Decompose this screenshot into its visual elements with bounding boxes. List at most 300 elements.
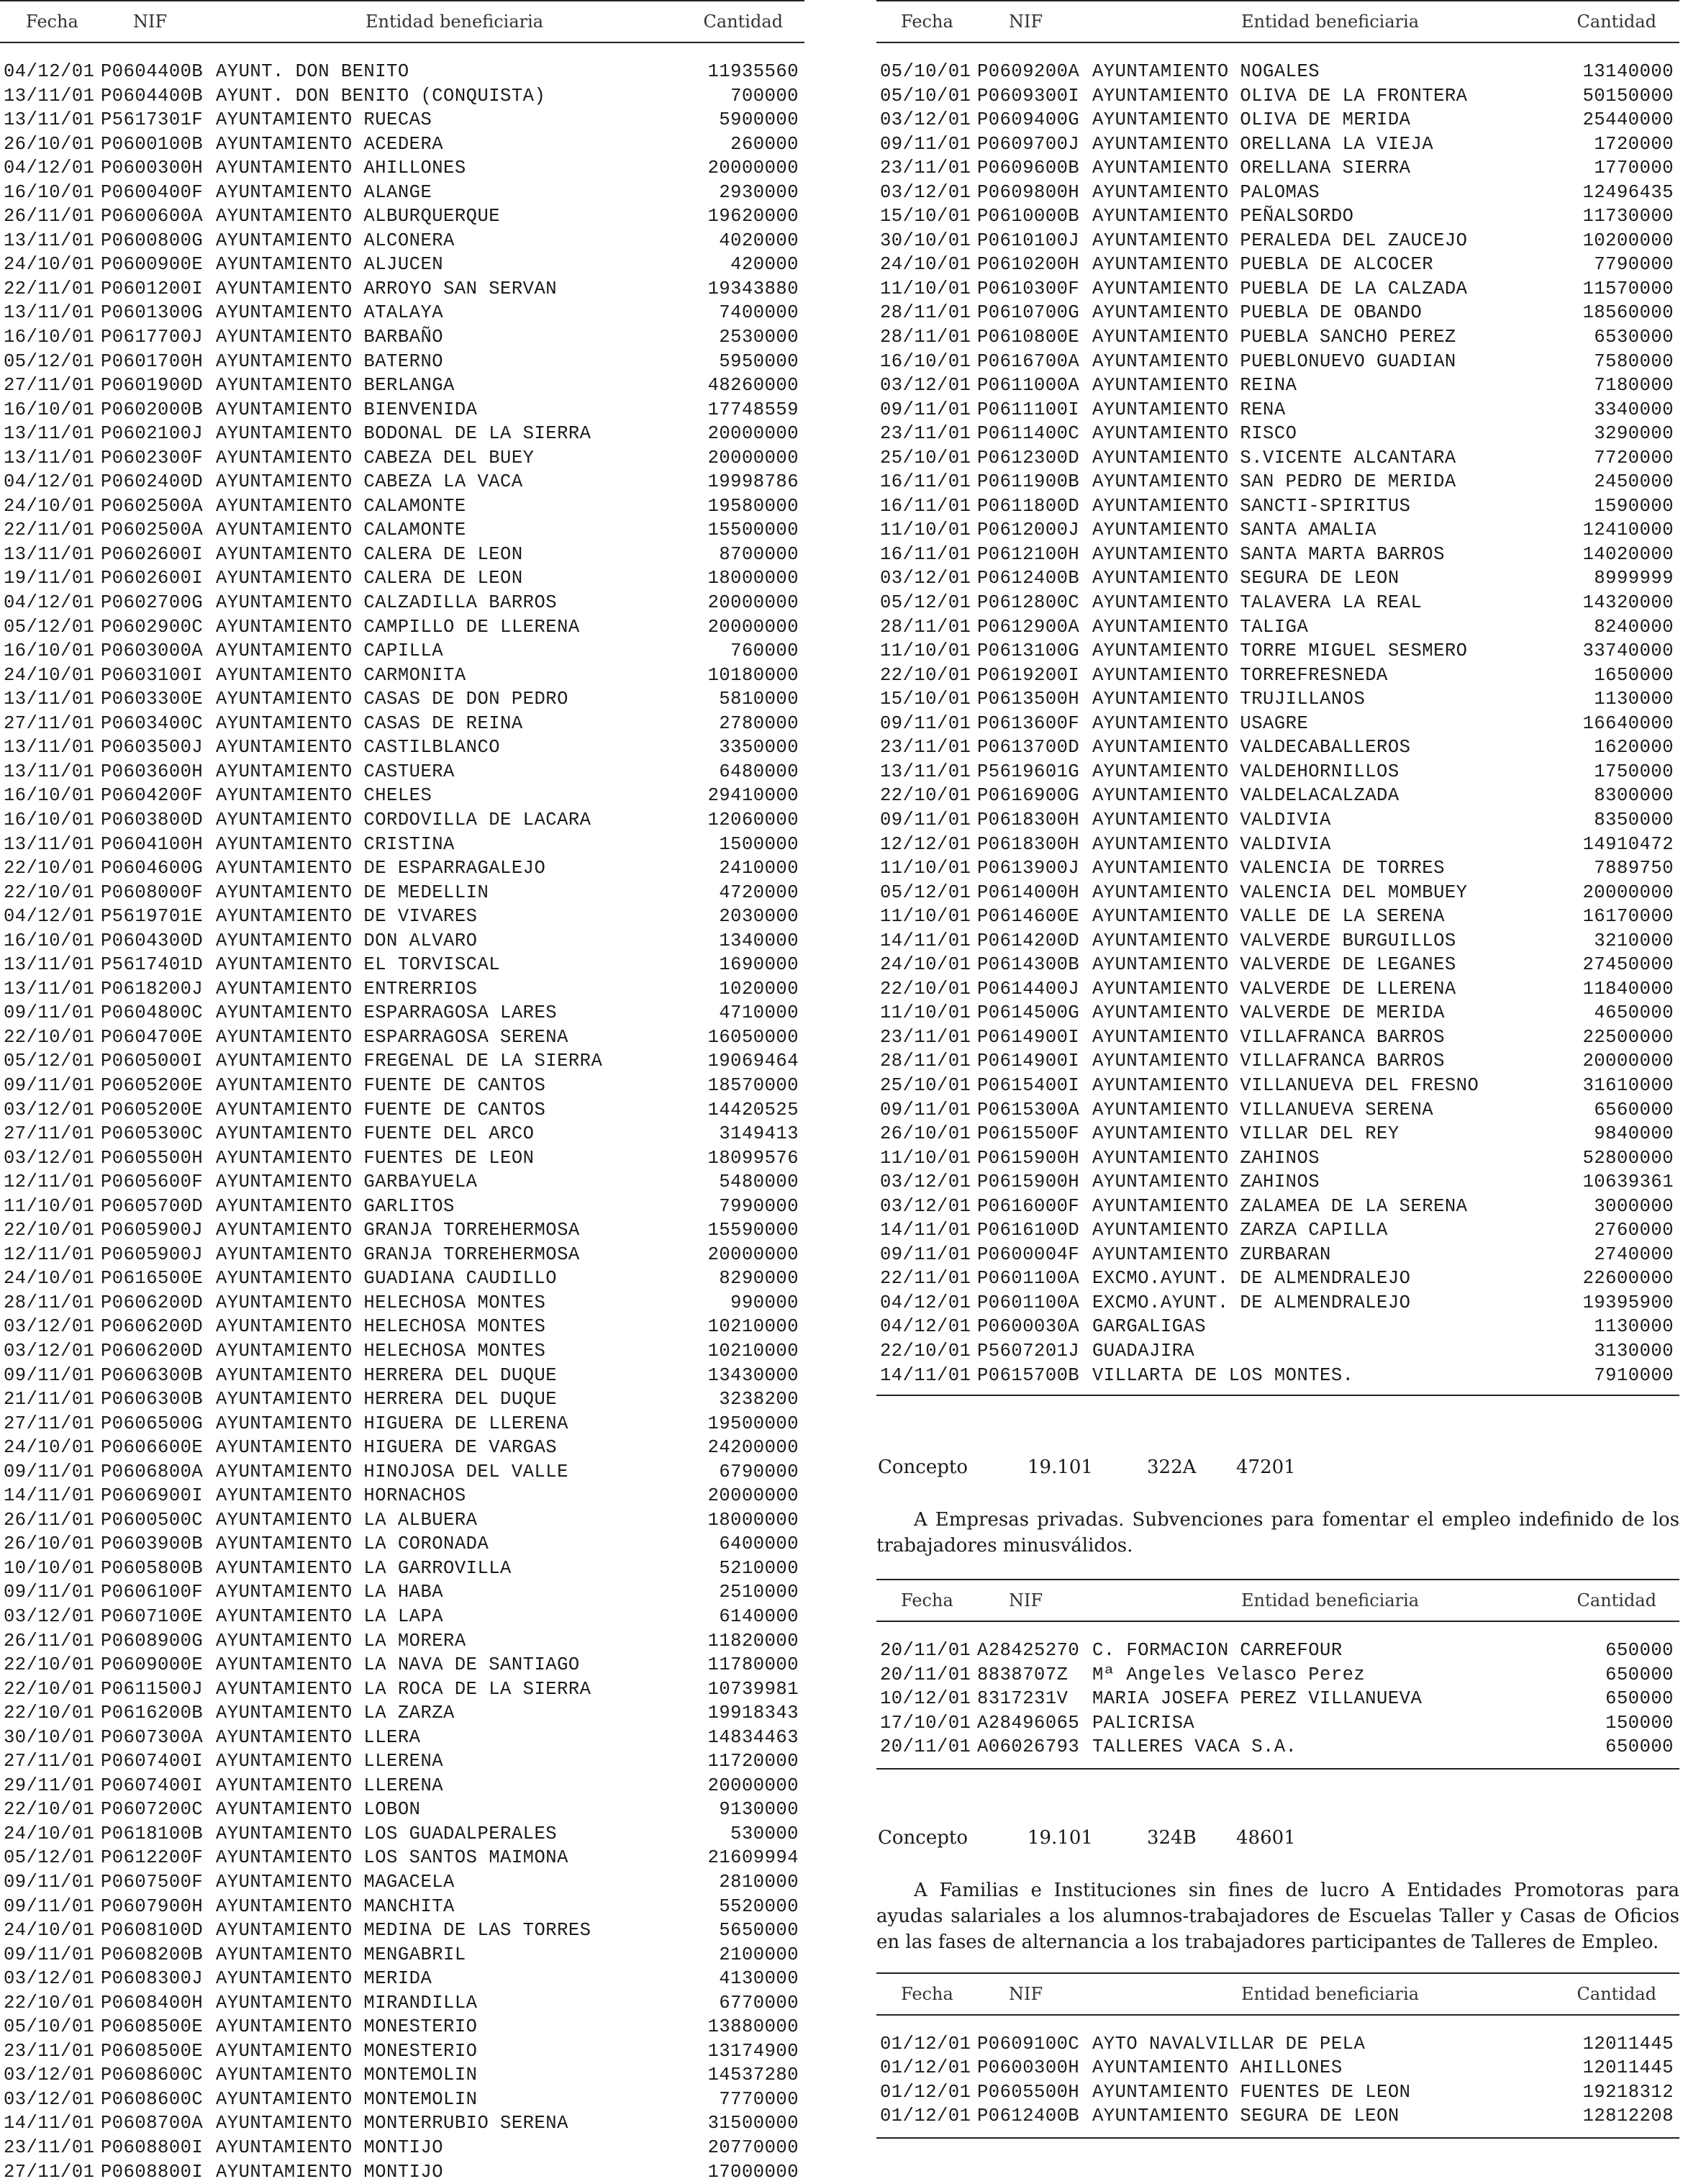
table-rule [876, 1395, 1679, 1396]
row-date: 05/12/01 [880, 592, 971, 614]
row-amount: 6480000 [719, 761, 799, 782]
row-date: 12/11/01 [4, 1243, 95, 1265]
header-entity: Entidad beneficiaria [366, 12, 544, 32]
row-nif: P0600004F [977, 1243, 1080, 1265]
row-date: 26/10/01 [4, 133, 95, 155]
table-row [0, 543, 804, 567]
row-nif: P0616100D [977, 1220, 1080, 1241]
table-row [0, 735, 804, 760]
row-date: 27/11/01 [4, 1413, 95, 1434]
row-entity: AYUNTAMIENTO ENTRERRIOS [216, 978, 478, 1000]
row-date: 14/11/01 [880, 1364, 971, 1386]
row-amount: 20770000 [707, 2137, 799, 2159]
table-row [0, 1291, 804, 1315]
row-date: 10/10/01 [4, 1557, 95, 1579]
table-row [0, 1267, 804, 1291]
row-entity: TALLERES VACA S.A. [1092, 1736, 1297, 1758]
row-nif: P0603100I [101, 664, 204, 686]
row-nif: P0600500C [101, 1509, 204, 1531]
row-date: 22/10/01 [880, 1340, 971, 1361]
row-nif: A06026793 [977, 1736, 1080, 1758]
row-entity: AYUNTAMIENTO ALBURQUERQUE [216, 206, 501, 227]
concept-subconcept: 47201 [1236, 1456, 1296, 1479]
row-nif: P0608800I [101, 2137, 204, 2159]
table-row [876, 60, 1679, 84]
table-row [0, 1025, 804, 1050]
row-entity: AYUNTAMIENTO SEGURA DE LEON [1092, 568, 1400, 589]
header-date: Fecha [901, 12, 953, 32]
row-entity: AYUNTAMIENTO MONTEMOLIN [216, 2088, 478, 2110]
row-amount: 14320000 [1582, 592, 1674, 614]
row-amount: 20000000 [707, 447, 799, 468]
table-body [0, 43, 804, 2184]
row-nif: P0615400I [977, 1074, 1080, 1096]
row-entity: AYUNTAMIENTO MONTERRUBIO SERENA [216, 2113, 568, 2134]
row-nif: P0618100B [101, 1823, 204, 1844]
row-entity: AYUNTAMIENTO CASTILBLANCO [216, 737, 501, 758]
row-entity: AYUNTAMIENTO LLERENA [216, 1775, 444, 1796]
table-row [0, 2111, 804, 2136]
row-date: 03/12/01 [4, 1340, 95, 1361]
row-entity: AYUNTAMIENTO SANCTI-SPIRITUS [1092, 495, 1411, 517]
table-row [876, 1267, 1679, 1291]
table-row [0, 1605, 804, 1629]
row-nif: P0618200J [101, 978, 204, 1000]
table-row [876, 1001, 1679, 1025]
row-entity: AYUNTAMIENTO LLERA [216, 1726, 421, 1748]
row-entity: AYUNTAMIENTO GARLITOS [216, 1195, 455, 1217]
row-nif: P0606200D [101, 1292, 204, 1313]
row-amount: 20000000 [707, 592, 799, 614]
row-entity: AYUNTAMIENTO ZALAMEA DE LA SERENA [1092, 1195, 1468, 1217]
row-nif: P0610200H [977, 254, 1080, 276]
row-nif: P0610700G [977, 302, 1080, 324]
row-nif: P0609700J [977, 133, 1080, 155]
row-entity: AYUNTAMIENTO ESPARRAGOSA SERENA [216, 1026, 568, 1048]
row-entity: AYUNTAMIENTO CORDOVILLA DE LACARA [216, 809, 591, 830]
row-entity: AYUNTAMIENTO CABEZA DEL BUEY [216, 447, 535, 468]
row-amount: 1590000 [1594, 495, 1674, 517]
row-date: 22/10/01 [4, 1678, 95, 1700]
row-entity: AYUNTAMIENTO MONTEMOLIN [216, 2065, 478, 2086]
row-nif: P0609400G [977, 109, 1080, 131]
table-row [0, 856, 804, 881]
row-amount: 24200000 [707, 1437, 799, 1459]
table-row [876, 1170, 1679, 1195]
row-nif: P0614600E [977, 906, 1080, 928]
row-date: 26/10/01 [4, 1533, 95, 1555]
row-date: 14/11/01 [880, 1220, 971, 1241]
row-date: 04/12/01 [4, 158, 95, 179]
row-date: 09/11/01 [4, 1364, 95, 1386]
row-amount: 17748559 [707, 399, 799, 420]
row-amount: 6400000 [719, 1533, 799, 1555]
row-date: 22/10/01 [4, 1703, 95, 1724]
table-row [0, 1412, 804, 1436]
row-nif: P0610000B [977, 206, 1080, 227]
row-entity: AYUNTAMIENTO LA GARROVILLA [216, 1557, 512, 1579]
row-date: 11/10/01 [880, 1002, 971, 1024]
header-amount: Cantidad [703, 12, 783, 32]
table-row [0, 687, 804, 712]
table-row [0, 181, 804, 205]
row-nif: P0608300J [101, 1968, 204, 1990]
table-row [876, 494, 1679, 519]
table-row [0, 518, 804, 543]
row-entity: AYUNTAMIENTO LA ZARZA [216, 1703, 455, 1724]
table-row [0, 1895, 804, 1919]
row-amount: 5480000 [719, 1172, 799, 1193]
row-nif: P0609200A [977, 61, 1080, 82]
table-row [876, 422, 1679, 446]
row-amount: 20000000 [1582, 882, 1674, 903]
row-amount: 8240000 [1594, 616, 1674, 638]
row-entity: EXCMO.AYUNT. DE ALMENDRALEJO [1092, 1292, 1411, 1313]
row-date: 24/10/01 [4, 1437, 95, 1459]
table-row [0, 760, 804, 784]
row-nif: P0607300A [101, 1726, 204, 1748]
concept-code: 19.101 [1028, 1456, 1093, 1479]
table-row [876, 398, 1679, 422]
row-entity: AYUNTAMIENTO VILLANUEVA DEL FRESNO [1092, 1074, 1479, 1096]
row-amount: 2100000 [719, 1944, 799, 1965]
table-row [0, 1749, 804, 1774]
row-date: 11/10/01 [880, 520, 971, 541]
row-amount: 11570000 [1582, 278, 1674, 299]
row-date: 13/11/01 [880, 761, 971, 782]
table-row [876, 712, 1679, 736]
table-body [876, 43, 1679, 1387]
row-date: 20/11/01 [880, 1736, 971, 1758]
row-entity: AYUNTAMIENTO RENA [1092, 399, 1286, 420]
row-date: 16/10/01 [4, 640, 95, 662]
table-row [876, 1122, 1679, 1146]
row-nif: P0615700B [977, 1364, 1080, 1386]
row-nif: P0613700D [977, 737, 1080, 758]
row-date: 24/10/01 [4, 254, 95, 276]
row-nif: 8838707Z [977, 1664, 1069, 1685]
table-row [876, 1218, 1679, 1243]
row-entity: AYUNTAMIENTO MERIDA [216, 1968, 432, 1990]
row-nif: P0601700H [101, 350, 204, 372]
row-amount: 31500000 [707, 2113, 799, 2134]
row-nif: P0612100H [977, 543, 1080, 565]
row-nif: P0608500E [101, 2040, 204, 2062]
row-nif: P0613500H [977, 689, 1080, 710]
row-entity: AYUNTAMIENTO DE MEDELLIN [216, 882, 489, 903]
row-date: 24/10/01 [4, 1268, 95, 1290]
row-entity: AYUNTAMIENTO VILLAFRANCA BARROS [1092, 1026, 1445, 1048]
row-nif: P0613900J [977, 858, 1080, 879]
table-row [876, 518, 1679, 543]
row-date: 22/10/01 [4, 1026, 95, 1048]
table-row [876, 953, 1679, 977]
row-nif: P0606500G [101, 1413, 204, 1434]
table-row [876, 856, 1679, 881]
row-nif: P0605000I [101, 1051, 204, 1072]
row-nif: P0604200F [101, 785, 204, 807]
header-nif: NIF [1009, 1983, 1043, 2004]
row-amount: 19343880 [707, 278, 799, 299]
row-amount: 11840000 [1582, 978, 1674, 1000]
table-row [876, 108, 1679, 132]
row-nif: P0611800D [977, 495, 1080, 517]
table-row [0, 470, 804, 494]
row-entity: AYUNTAMIENTO LA LAPA [216, 1606, 444, 1627]
row-entity: AYUNTAMIENTO ORELLANA SIERRA [1092, 158, 1411, 179]
row-nif: P0615900H [977, 1147, 1080, 1169]
row-amount: 2450000 [1594, 471, 1674, 493]
row-date: 11/10/01 [4, 1195, 95, 1217]
row-date: 23/11/01 [4, 2040, 95, 2062]
row-amount: 48260000 [707, 375, 799, 397]
row-entity: AYUNTAMIENTO PUEBLA SANCHO PEREZ [1092, 327, 1456, 348]
row-amount: 12812208 [1582, 2106, 1674, 2127]
row-amount: 13430000 [707, 1364, 799, 1386]
row-amount: 4020000 [719, 230, 799, 251]
row-date: 04/12/01 [4, 592, 95, 614]
table-row [0, 1798, 804, 1822]
table-row [0, 446, 804, 471]
row-entity: AYUNTAMIENTO PALOMAS [1092, 181, 1320, 203]
table-row [0, 1918, 804, 1943]
row-entity: AYUNTAMIENTO VALVERDE BURGUILLOS [1092, 930, 1456, 951]
row-entity: AYUNTAMIENTO ALJUCEN [216, 254, 444, 276]
row-amount: 8300000 [1594, 785, 1674, 807]
table-row [876, 1687, 1679, 1711]
row-entity: AYUNTAMIENTO HELECHOSA MONTES [216, 1292, 546, 1313]
row-date: 30/10/01 [4, 1726, 95, 1748]
table-row [876, 639, 1679, 663]
row-date: 01/12/01 [880, 2033, 971, 2054]
row-date: 27/11/01 [4, 375, 95, 397]
row-entity: AYUNTAMIENTO PUEBLONUEVO GUADIAN [1092, 350, 1456, 372]
row-nif: P0616700A [977, 350, 1080, 372]
row-nif: P0608600C [101, 2088, 204, 2110]
row-nif: P0601200I [101, 278, 204, 299]
row-nif: P0614500G [977, 1002, 1080, 1024]
row-amount: 2810000 [719, 1872, 799, 1893]
concept-code: 19.101 [1028, 1826, 1093, 1849]
row-date: 22/10/01 [4, 882, 95, 903]
row-nif: P0615500F [977, 1123, 1080, 1145]
row-entity: AYUNTAMIENTO FREGENAL DE LA SIERRA [216, 1051, 603, 1072]
row-entity: AYUNTAMIENTO PUEBLA DE ALCOCER [1092, 254, 1434, 276]
row-entity: GUADAJIRA [1092, 1340, 1195, 1361]
row-amount: 6770000 [719, 1992, 799, 2013]
row-amount: 22600000 [1582, 1268, 1674, 1290]
row-amount: 1720000 [1594, 133, 1674, 155]
concept-program: 324B [1147, 1826, 1197, 1849]
row-entity: AYUNTAMIENTO ZAHINOS [1092, 1147, 1320, 1169]
row-nif: P0606600E [101, 1437, 204, 1459]
row-entity: AYUNTAMIENTO SANTA AMALIA [1092, 520, 1377, 541]
row-nif: P0618300H [977, 809, 1080, 830]
row-amount: 33740000 [1582, 640, 1674, 662]
row-entity: AYUNTAMIENTO OLIVA DE LA FRONTERA [1092, 85, 1468, 107]
row-amount: 10180000 [707, 664, 799, 686]
row-amount: 1750000 [1594, 761, 1674, 782]
row-nif: P0604100H [101, 833, 204, 855]
row-nif: P0602900C [101, 616, 204, 638]
row-amount: 14910472 [1582, 833, 1674, 855]
table-row [876, 929, 1679, 953]
row-nif: P0604600G [101, 858, 204, 879]
row-date: 16/10/01 [4, 809, 95, 830]
row-amount: 5650000 [719, 1920, 799, 1941]
table-row [0, 253, 804, 277]
row-nif: P0601100A [977, 1268, 1080, 1290]
row-amount: 20000000 [707, 1243, 799, 1265]
row-nif: P0602500A [101, 520, 204, 541]
row-amount: 6560000 [1594, 1099, 1674, 1120]
row-date: 12/12/01 [880, 833, 971, 855]
row-nif: P5617301F [101, 109, 204, 131]
row-amount: 7180000 [1594, 375, 1674, 397]
table-row [0, 1580, 804, 1605]
row-entity: AYUNTAMIENTO HIGUERA DE VARGAS [216, 1437, 558, 1459]
row-date: 24/10/01 [4, 1920, 95, 1941]
row-nif: P0614200D [977, 930, 1080, 951]
row-date: 16/10/01 [4, 181, 95, 203]
concept-subconcept: 48601 [1236, 1826, 1296, 1849]
row-amount: 8999999 [1594, 568, 1674, 589]
table-row [876, 1098, 1679, 1123]
row-amount: 8290000 [719, 1268, 799, 1290]
row-nif: P0611000A [977, 375, 1080, 397]
header-amount: Cantidad [1577, 1983, 1656, 2004]
row-entity: AYUNTAMIENTO CARMONITA [216, 664, 466, 686]
row-amount: 18000000 [707, 568, 799, 589]
header-nif: NIF [133, 12, 168, 32]
row-amount: 7790000 [1594, 254, 1674, 276]
row-date: 09/11/01 [880, 712, 971, 734]
row-nif: P0616900G [977, 785, 1080, 807]
row-entity: AYUNTAMIENTO ALCONERA [216, 230, 455, 251]
row-date: 01/12/01 [880, 2057, 971, 2079]
row-nif: P0600600A [101, 206, 204, 227]
row-amount: 19395900 [1582, 1292, 1674, 1313]
row-amount: 16170000 [1582, 906, 1674, 928]
row-entity: AYUNTAMIENTO LOBON [216, 1799, 421, 1821]
row-entity: AYUNTAMIENTO ATALAYA [216, 302, 444, 324]
row-date: 10/12/01 [880, 1688, 971, 1710]
header-date: Fecha [901, 1983, 953, 2004]
row-date: 03/12/01 [880, 109, 971, 131]
row-entity: AYUNTAMIENTO TORRE MIGUEL SESMERO [1092, 640, 1468, 662]
row-amount: 3238200 [719, 1389, 799, 1410]
table-row [876, 881, 1679, 905]
row-date: 13/11/01 [4, 543, 95, 565]
row-date: 11/10/01 [880, 906, 971, 928]
table-row [876, 977, 1679, 1002]
table-row [0, 204, 804, 229]
table-header [876, 0, 1679, 43]
row-amount: 27450000 [1582, 954, 1674, 976]
table-row [0, 712, 804, 736]
row-date: 22/11/01 [4, 520, 95, 541]
row-date: 04/12/01 [880, 1316, 971, 1338]
row-date: 23/11/01 [880, 423, 971, 445]
table-row [0, 156, 804, 181]
row-amount: 11730000 [1582, 206, 1674, 227]
table-row [0, 229, 804, 253]
row-entity: PALICRISA [1092, 1712, 1195, 1734]
row-entity: AYUNTAMIENTO EL TORVISCAL [216, 954, 501, 976]
row-nif: P0608000F [101, 882, 204, 903]
table-row [876, 1735, 1679, 1759]
row-nif: P0605200E [101, 1074, 204, 1096]
row-nif: P0610300F [977, 278, 1080, 299]
table-row [876, 277, 1679, 302]
row-date: 01/12/01 [880, 2106, 971, 2127]
row-date: 22/11/01 [4, 278, 95, 299]
table-row [0, 1677, 804, 1702]
table-row [0, 2088, 804, 2112]
table-row [0, 639, 804, 663]
row-amount: 2030000 [719, 906, 799, 928]
row-nif: P0607900H [101, 1895, 204, 1917]
row-amount: 650000 [1605, 1736, 1674, 1758]
row-nif: P0600900E [101, 254, 204, 276]
row-entity: AYUNTAMIENTO HINOJOSA DEL VALLE [216, 1461, 568, 1482]
row-entity: AYUNTAMIENTO ACEDERA [216, 133, 444, 155]
table-row [0, 833, 804, 857]
table-row [0, 591, 804, 615]
row-amount: 18570000 [707, 1074, 799, 1096]
row-nif: P0608800I [101, 2161, 204, 2183]
row-amount: 4720000 [719, 882, 799, 903]
row-nif: P0607400I [101, 1775, 204, 1796]
row-entity: AYUNTAMIENTO RISCO [1092, 423, 1297, 445]
table-row [0, 1532, 804, 1557]
table-row [0, 1049, 804, 1074]
row-entity: AYUNTAMIENTO VILLAFRANCA BARROS [1092, 1051, 1445, 1072]
row-date: 05/12/01 [880, 882, 971, 903]
row-nif: P0604400B [101, 61, 204, 82]
row-date: 09/11/01 [4, 1582, 95, 1603]
row-entity: AYUNTAMIENTO MONTIJO [216, 2161, 444, 2183]
row-entity: AYUNTAMIENTO MEDINA DE LAS TORRES [216, 1920, 591, 1941]
table-row [876, 760, 1679, 784]
row-entity: AYUNTAMIENTO VALENCIA DE TORRES [1092, 858, 1445, 879]
row-entity: AYUNTAMIENTO ARROYO SAN SERVAN [216, 278, 558, 299]
row-date: 27/11/01 [4, 2161, 95, 2183]
row-amount: 12060000 [707, 809, 799, 830]
row-amount: 7580000 [1594, 350, 1674, 372]
table-row [0, 1364, 804, 1388]
table-row [876, 1195, 1679, 1219]
row-entity: AYUNTAMIENTO AHILLONES [1092, 2057, 1343, 2079]
row-date: 11/10/01 [880, 640, 971, 662]
table-row [876, 833, 1679, 857]
row-amount: 3130000 [1594, 1340, 1674, 1361]
row-date: 29/11/01 [4, 1775, 95, 1796]
table-row [0, 1653, 804, 1677]
row-amount: 13880000 [707, 2016, 799, 2038]
row-date: 24/10/01 [4, 1823, 95, 1844]
row-entity: AYTO NAVALVILLAR DE PELA [1092, 2033, 1366, 2054]
table-row [0, 808, 804, 833]
row-entity: AYUNTAMIENTO HORNACHOS [216, 1485, 466, 1507]
table-row [0, 1436, 804, 1460]
row-date: 11/10/01 [880, 858, 971, 879]
row-nif: P0612800C [977, 592, 1080, 614]
row-date: 13/11/01 [4, 978, 95, 1000]
row-entity: AYUNTAMIENTO CHELES [216, 785, 432, 807]
row-amount: 11780000 [707, 1654, 799, 1676]
row-entity: AYUNTAMIENTO FUENTE DE CANTOS [216, 1099, 546, 1120]
